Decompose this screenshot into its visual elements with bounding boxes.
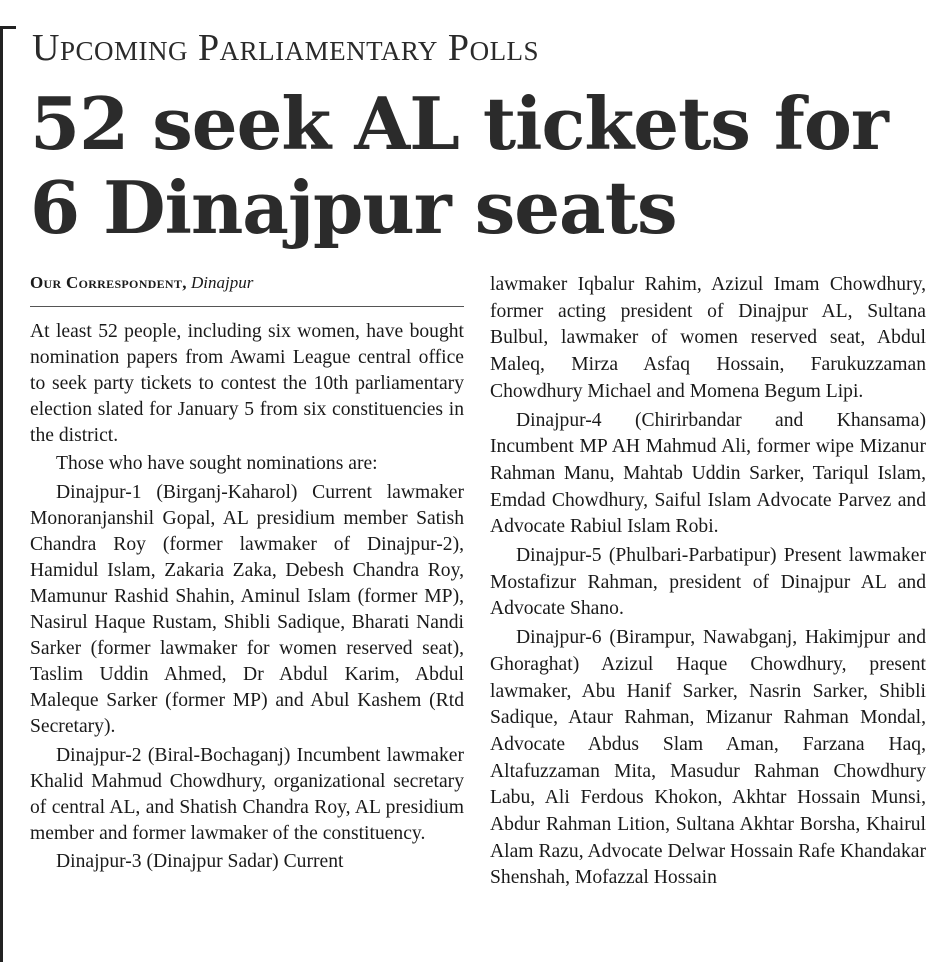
article-paragraph: lawmaker Iqbalur Rahim, Azizul Imam Chowdhury, former acting president of Dinajpur AL, Sultana Bulbul, lawmaker of women reserved seat, Abdul Maleq, Mirza Asfaq Hossain, Farukuzzaman Chowdhury Michael and Momena Begum Lipi. xyxy=(490,274,926,402)
article-paragraph: Dinajpur-1 (Birganj-Kaharol) Current lawmaker Monoranjanshil Gopal, AL presidium member Satish Chandra Roy (former lawmaker of Dinajpur-2), Hamidul Islam, Zakaria Zaka, Debesh Chandra Roy, Mamunur Rashid Shahin, Aminul Islam (former MP), Nasirul Haque Rustam, Shibli Sadique, Bharati Nandi Sarker (former lawmaker for women reserved seat), Taslim Uddin Ahmed, Dr Abdul Karim, Abdul Maleque Sarker (former MP) and Abul Kashem (Rtd Secretary). xyxy=(30,481,464,738)
article-paragraph: Dinajpur-6 (Birampur, Nawabganj, Hakimjpur and Ghoraghat) Azizul Haque Chowdhury, present lawmaker, Abu Hanif Sarker, Nasrin Sarker, Shibli Sadique, Ataur Rahman, Mizanur Rahman Mondal, Advocate Abdus Slam Aman, Farzana Haq, Altafuzzaman Mita, Masudur Rahman Chowdhury Labu, Ali Ferdous Khokon, Akhtar Hossain Munsi, Abdur Rahman Lition, Sultana Akhtar Borsha, Khairul Alam Razu, Advocate Delwar Hossain Rafe Khandakar Shenshah, Mofazzal Hossain xyxy=(490,627,926,889)
article-paragraph: Dinajpur-4 (Chirirbandar and Khansama) Incumbent MP AH Mahmud Ali, former wipe Mizanur Rahman Manu, Mahtab Uddin Sarker, Tariqul Islam, Emdad Chowdhury, Saiful Islam Advocate Parvez and Advocate Rabiul Islam Robi. xyxy=(490,409,926,538)
headline-line-1: 52 seek AL tickets for xyxy=(30,81,888,166)
article-kicker: Upcoming Parliamentary Polls xyxy=(32,27,540,69)
article-paragraph: Dinajpur-2 (Biral-Bochaganj) Incumbent lawmaker Khalid Mahmud Chowdhury, organizational secretary of central AL, and Shatish Chandra Roy, AL presidium member and former lawmaker of the constituency. xyxy=(30,744,464,844)
article-headline xyxy=(30,82,930,250)
headline-line-2: 6 Dinajpur seats xyxy=(30,165,677,250)
article-paragraph: At least 52 people, including six women, have bought nomination papers from Awami League central office to seek party tickets to contest the 10th parliamentary election slated for January 5 from six constituencies in the district. xyxy=(30,321,464,447)
byline xyxy=(30,270,464,307)
article-paragraph: Dinajpur-3 (Dinajpur Sadar) Current xyxy=(56,850,344,872)
byline-place: Dinajpur xyxy=(191,273,254,292)
article-paragraph: Those who have sought nominations are: xyxy=(56,453,378,475)
article-paragraph: Dinajpur-5 (Phulbari-Parbatipur) Present lawmaker Mostafizur Rahman, president of Dinajpur AL and Advocate Shano. xyxy=(490,545,926,620)
article-column-right xyxy=(490,272,926,892)
byline-correspondent: Our Correspondent, xyxy=(30,273,187,292)
article-column-left xyxy=(30,270,464,875)
column-rule xyxy=(0,26,16,962)
